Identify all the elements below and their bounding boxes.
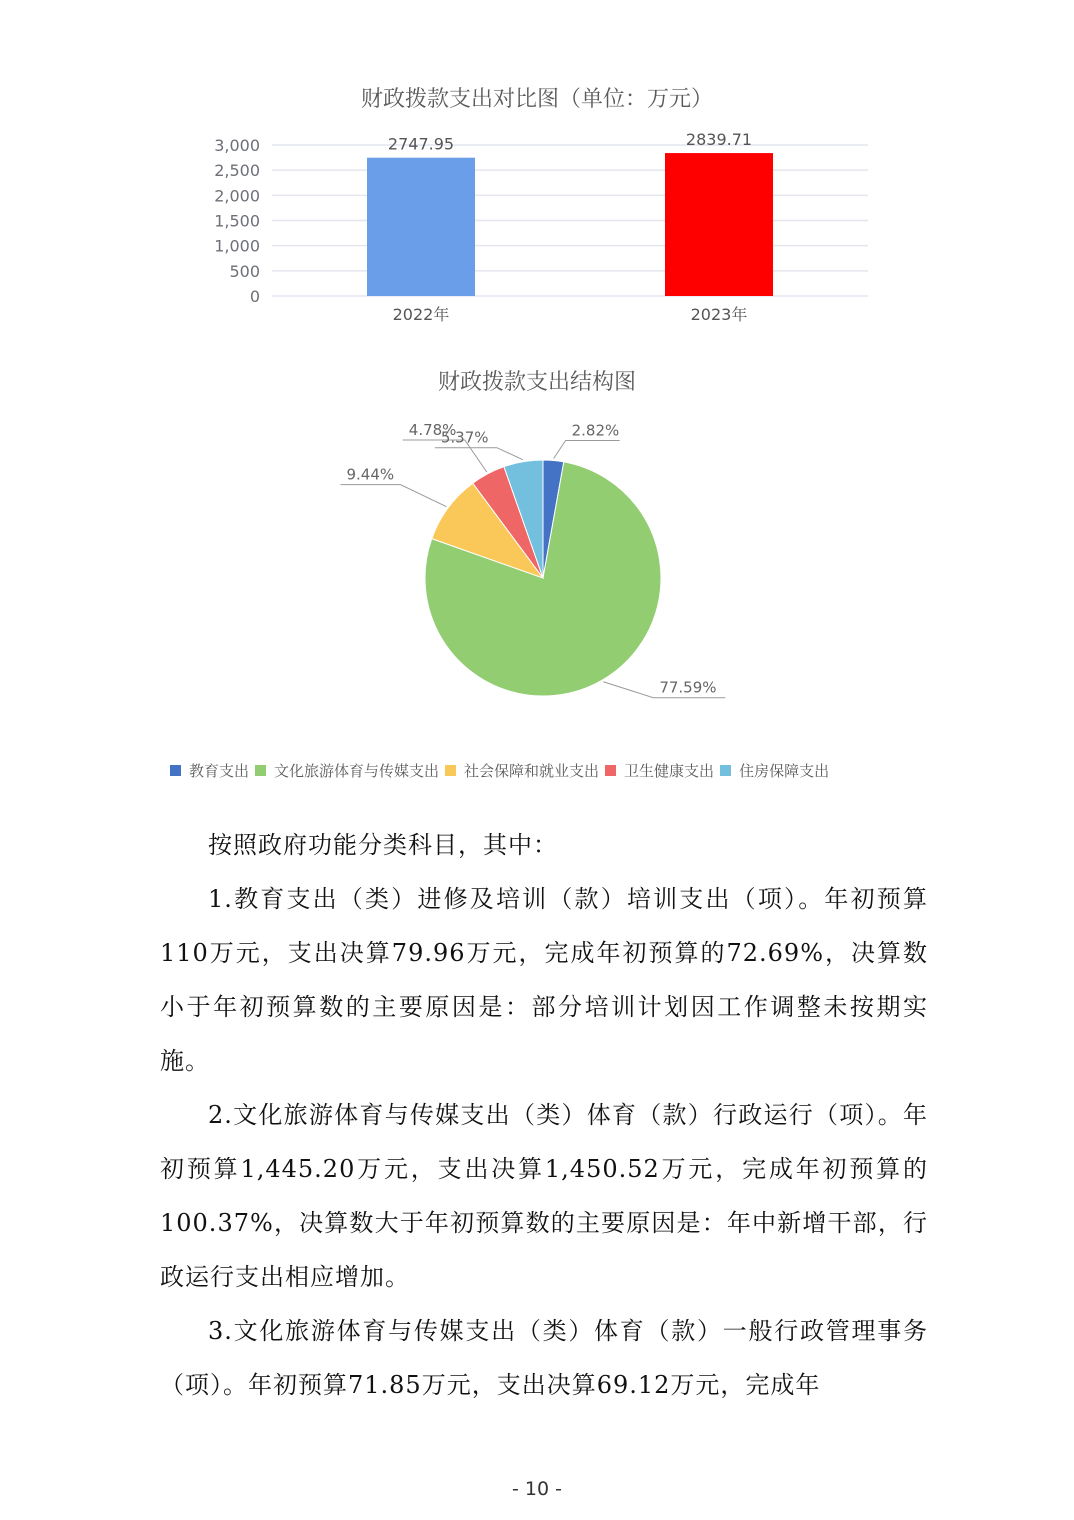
bar — [665, 153, 773, 296]
legend-label: 卫生健康支出 — [624, 761, 715, 780]
legend-item — [170, 760, 249, 781]
bar — [367, 158, 475, 296]
bar-value-label: 2747.95 — [387, 134, 455, 154]
legend-label: 教育支出 — [189, 761, 250, 780]
legend-item — [445, 760, 599, 781]
y-tick-label: 2,500 — [214, 161, 260, 181]
pie-value-label: 5.37% — [440, 428, 489, 447]
pie-legend — [170, 758, 950, 782]
body-item-3: 3.文化旅游体育与传媒支出（类）体育（款）一般行政管理事务（项）。年初预算71.85万元，支出决算69.12万元，完成年 — [160, 1317, 928, 1399]
y-tick-label: 0 — [249, 287, 260, 306]
body-item-1: 1.教育支出（类）进修及培训（款）培训支出（项）。年初预算110万元，支出决算79.96万元，完成年初预算的72.69%，决算数小于年初预算数的主要原因是：部分培训计划因工作调整未按期实施。 — [160, 885, 928, 1075]
legend-swatch — [720, 765, 731, 776]
pie-leader-line — [340, 485, 446, 507]
y-tick-label: 1,500 — [214, 211, 260, 231]
legend-label: 住房保障支出 — [739, 761, 830, 780]
legend-label: 文化旅游体育与传媒支出 — [274, 761, 440, 780]
legend-swatch — [255, 765, 266, 776]
y-tick-label: 500 — [229, 261, 260, 281]
y-tick-label: 3,000 — [214, 136, 260, 155]
pie-value-label: 9.44% — [346, 465, 395, 484]
pie-value-label: 2.82% — [571, 421, 620, 440]
bar-chart-title: 财政拨款支出对比图（单位：万元） — [360, 87, 713, 112]
y-tick-label: 2,000 — [214, 186, 260, 206]
legend-label: 社会保障和就业支出 — [464, 761, 600, 780]
pie-chart-title: 财政拨款支出结构图 — [437, 370, 636, 395]
body-item-2: 2.文化旅游体育与传媒支出（类）体育（款）行政运行（项）。年初预算1,445.20万元，支出决算1,450.52万元，完成年初预算的100.37%，决算数大于年初预算数的主要原因是：年中新增干部，行政运行支出相应增加。 — [160, 1101, 928, 1291]
bar-chart — [0, 0, 1074, 340]
legend-item — [255, 760, 439, 781]
page-number: - 10 - — [512, 1478, 562, 1500]
legend-swatch — [170, 765, 181, 776]
x-tick-label: 2022年 — [392, 305, 450, 324]
x-tick-label: 2023年 — [690, 305, 748, 324]
pie-value-label: 4.78% — [408, 420, 457, 439]
legend-item — [720, 760, 829, 781]
pie-value-label: 77.59% — [659, 678, 717, 697]
body-intro: 按照政府功能分类科目，其中： — [208, 831, 558, 859]
pie-chart — [0, 400, 1074, 740]
y-tick-label: 1,000 — [214, 236, 260, 256]
bar-value-label: 2839.71 — [685, 130, 753, 150]
legend-swatch — [605, 765, 616, 776]
pie-leader-line — [435, 448, 523, 460]
legend-swatch — [445, 765, 456, 776]
pie-leader-line — [554, 440, 620, 458]
legend-item — [605, 760, 714, 781]
